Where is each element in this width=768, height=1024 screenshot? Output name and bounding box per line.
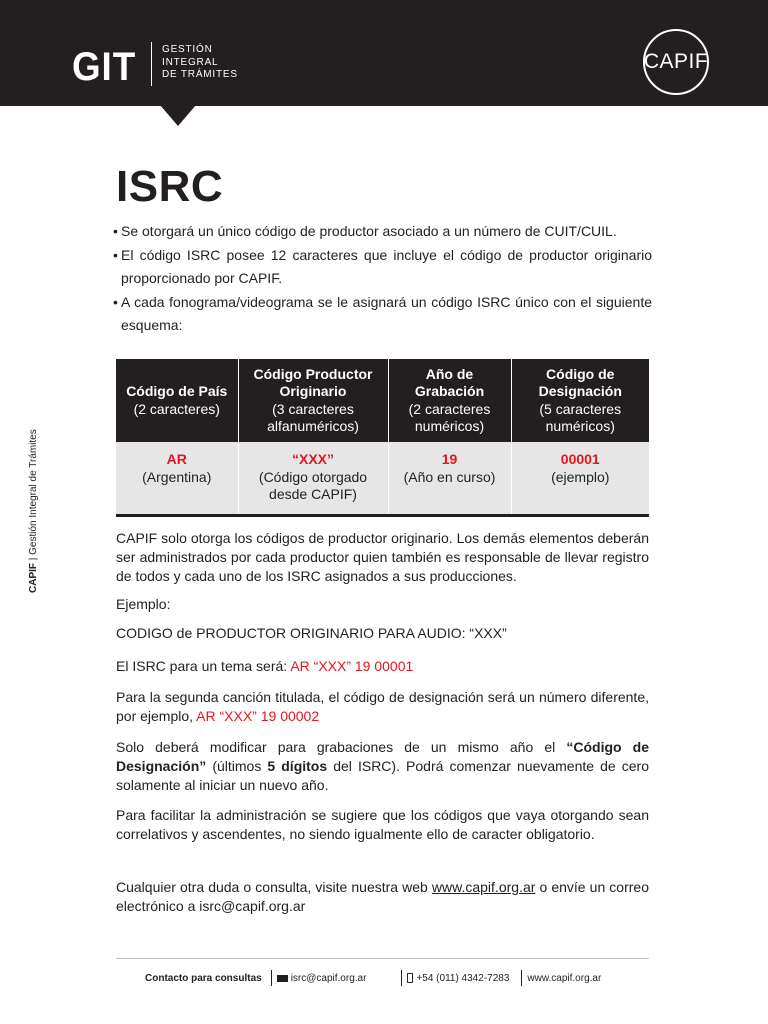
cell-value: 00001 [560,451,600,467]
header-title: Año de Grabación [414,365,485,399]
website-link[interactable]: www.capif.org.ar [431,879,536,895]
bullet-item-1: • Se otorgará un único código de productor asociado a un número de CUIT/CUIL. [116,220,652,244]
paragraph-contact [116,878,649,916]
table-header-cell [511,359,649,442]
paragraph-example-label: Ejemplo: [116,596,171,612]
table-header-cell [116,359,238,442]
footer-contact [145,970,601,986]
table-header-row [116,359,649,442]
git-logo: GIT [72,45,137,89]
bullet-list [116,220,652,338]
cell-value: AR [166,451,187,467]
paragraph-modify [116,738,649,795]
footer-separator [271,970,272,986]
header-sub: (3 caracteres alfanuméricos) [267,400,359,434]
table-cell [238,442,388,515]
header-sub: (2 caracteres numéricos) [408,400,491,434]
table-header-cell [388,359,511,442]
header-notch [160,105,196,126]
isrc-line-prefix: El ISRC para un tema será: [116,658,291,674]
phone-icon [407,973,413,983]
paragraph-second-song [116,688,649,726]
contact-a: Cualquier otra duda o consulta, visite nuestra web [116,879,432,895]
logo-divider [151,42,152,86]
paragraph-isrc-line [116,657,649,676]
modify-a: Solo deberá modificar para grabaciones de un mismo año el [116,739,567,755]
bullet-item-2: • El código ISRC posee 12 caracteres que incluye el código de productor originario proporcionado por CAPIF. [116,244,652,291]
header-title: Código de Designación [538,365,622,399]
footer-divider [116,958,649,959]
footer-separator [521,970,522,986]
header-title: Código Productor Originario [253,365,373,399]
isrc-scheme-table [116,359,649,517]
header-title: Código de País [126,383,228,399]
side-rest: Gestión Integral de Trámites [28,429,39,555]
tagline-line-3: DE TRÁMITES [162,69,238,80]
cell-note: (Argentina) [142,468,212,485]
header-sub: (2 caracteres) [133,400,220,417]
cell-note: (ejemplo) [551,468,610,485]
header-sub: (5 caracteres numéricos) [539,400,622,434]
mail-icon [277,975,288,982]
modify-d: 5 dígitos [267,758,328,774]
table-cell [388,442,511,515]
tagline-line-1: GESTIÓN [162,44,213,55]
tagline-line-2: INTEGRAL [162,56,219,68]
cell-value: “XXX” [291,451,334,467]
modify-c: (últimos [206,758,268,774]
cell-note: (Código otorgado desde CAPIF) [258,468,368,502]
footer-label: Contacto para consultas [145,972,262,984]
page-title: ISRC [116,162,224,211]
cell-value: 19 [441,451,458,467]
side-vertical-text: CAPIF | Gestión Integral de Trámites [28,429,39,593]
capif-logo-text: CAPIF [643,50,709,73]
footer-phone: +54 (011) 4342-7283 [416,972,510,984]
footer-web[interactable]: www.capif.org.ar [527,972,602,984]
second-song-prefix: Para la segunda canción titulada, el código de designación será un número diferente, por ejemplo, [116,689,649,724]
page-header [0,0,768,106]
footer-separator [401,970,402,986]
git-tagline [162,44,238,82]
contact-b: o envíe un correo electrónico a isrc@capif.org.ar [116,879,649,914]
cell-note: (Año en curso) [403,468,496,485]
bullet-item-3: • A cada fonograma/videograma se le asignará un código ISRC único con el siguiente esquema: [116,291,652,338]
paragraph-example-code: CODIGO de PRODUCTOR ORIGINARIO PARA AUDIO: “XXX” [116,625,507,641]
table-cell [511,442,649,515]
paragraph-facilitate: Para facilitar la administración se sugiere que los códigos que vaya otorgando sean correlativos y ascendentes, no siendo igualmente ello de caracter obligatorio. [116,807,649,842]
paragraph-capif-responsibility: CAPIF solo otorga los códigos de productor originario. Los demás elementos deberán ser administrados por cada productor quien también es responsable de llevar registro de todos y cada uno de los ISRC asignados a sus producciones. [116,530,649,584]
table-cell [116,442,238,515]
table-row [116,442,649,515]
second-song-code: AR “XXX” 19 00002 [196,708,320,724]
modify-e: del ISRC). Podrá comenzar nuevamente de cero solamente al iniciar un nuevo año. [116,758,650,793]
capif-logo-badge [643,29,709,95]
side-brand: CAPIF [28,563,39,593]
table-header-cell [238,359,388,442]
modify-b: “Código de Designación” [116,739,650,774]
footer-email[interactable]: isrc@capif.org.ar [290,972,367,984]
isrc-line-code: AR “XXX” 19 00001 [290,658,414,674]
